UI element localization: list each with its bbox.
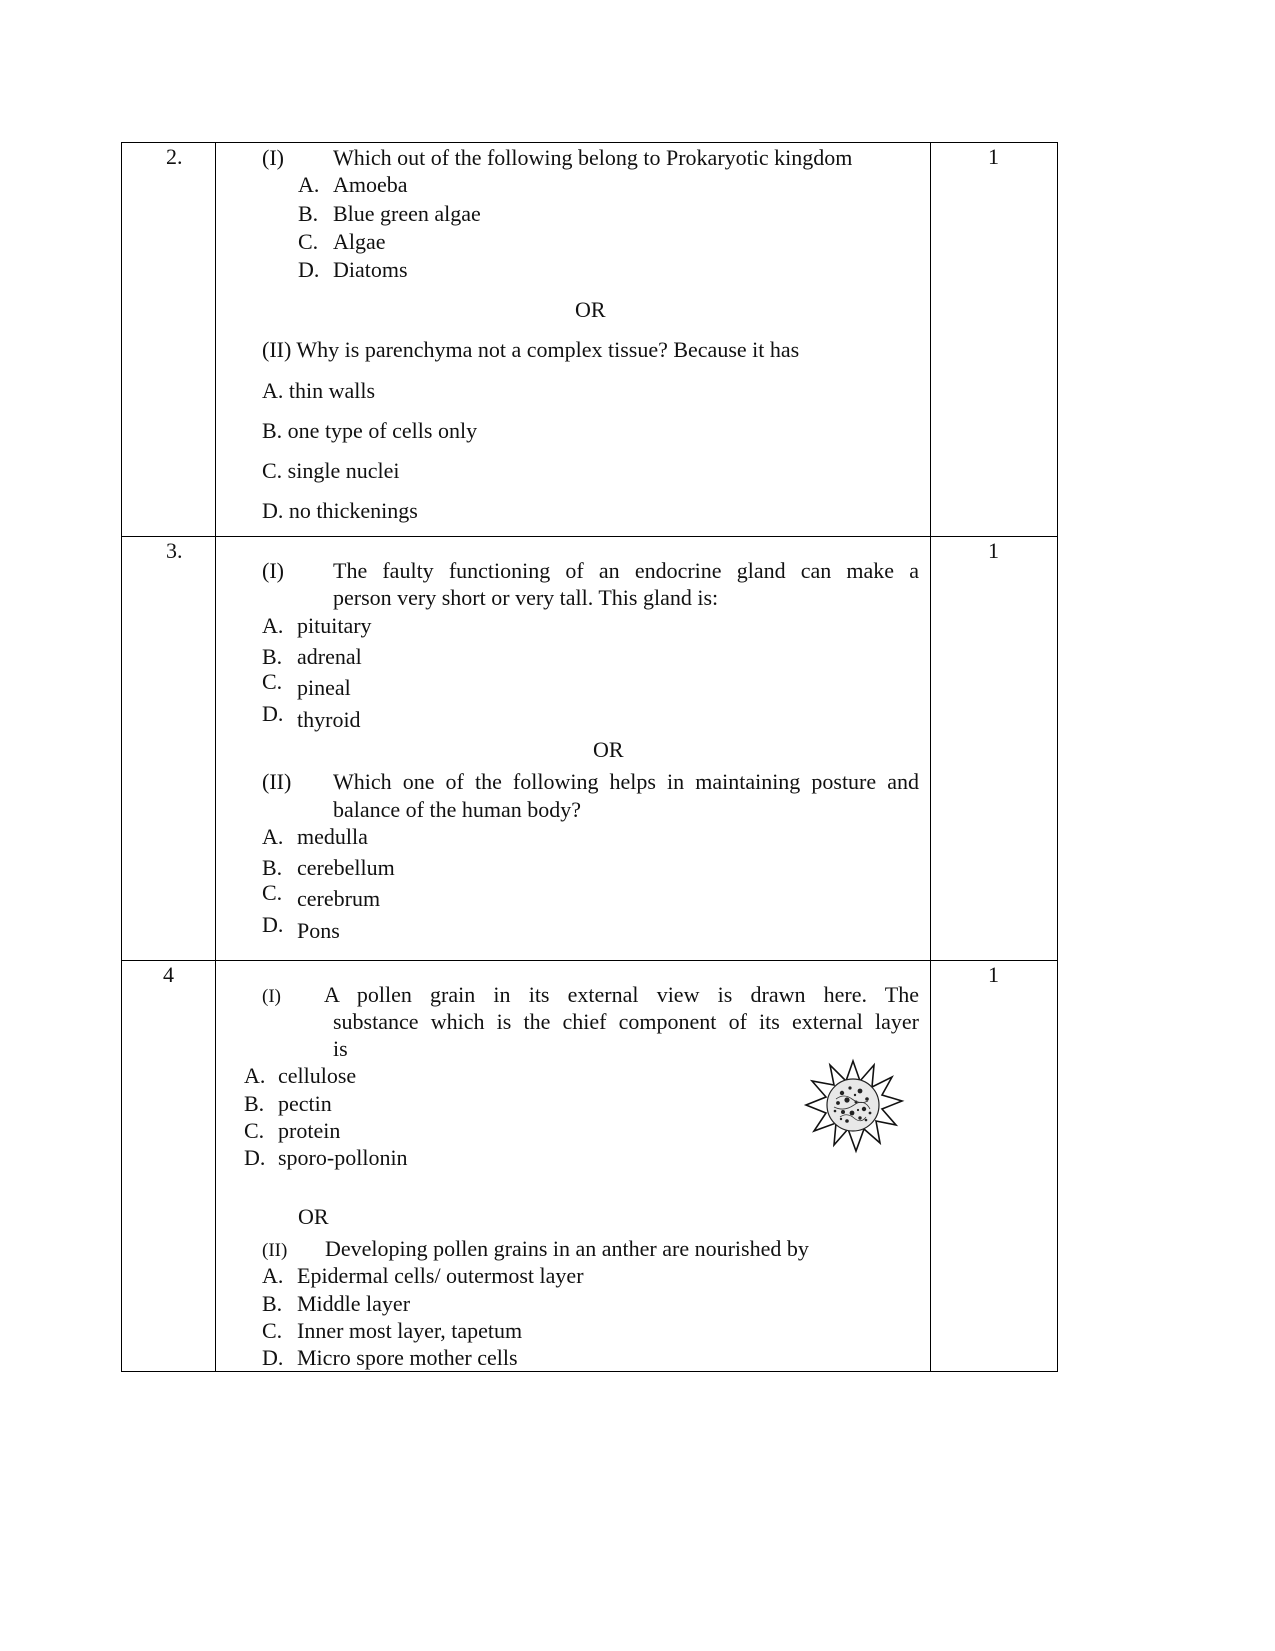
question-stem: Which out of the following belong to Prokaryotic kingdom (333, 145, 853, 170)
pollen-grain-icon (800, 1055, 906, 1155)
option-letter: D. (262, 1345, 284, 1370)
option-letter: A. (298, 172, 320, 197)
question-stem: The faulty functioning of an endocrine gland can make a (333, 558, 919, 583)
part-label: (II) (262, 769, 292, 794)
option-text: Inner most layer, tapetum (297, 1318, 523, 1343)
option-text: Micro spore mother cells (297, 1345, 518, 1370)
option-letter: C. (262, 1318, 283, 1343)
option-text: medulla (297, 824, 368, 849)
option-text: Blue green algae (333, 201, 481, 226)
option-letter: D. (262, 912, 284, 937)
table-border-right (1057, 142, 1058, 1372)
option-text: C. single nuclei (262, 458, 400, 483)
option-text: D. no thickenings (262, 498, 418, 523)
option-text: Algae (333, 229, 386, 254)
question-marks: 1 (988, 538, 999, 563)
question-stem: is (333, 1036, 348, 1061)
option-text: sporo-pollonin (278, 1145, 408, 1170)
option-letter: B. (298, 201, 319, 226)
option-letter: C. (244, 1118, 265, 1143)
option-letter: A. (262, 824, 284, 849)
option-letter: D. (298, 257, 320, 282)
option-text: protein (278, 1118, 341, 1143)
or-separator: OR (575, 297, 606, 322)
option-letter: D. (262, 701, 284, 726)
option-letter: D. (244, 1145, 266, 1170)
option-letter: B. (262, 1291, 283, 1316)
option-text: pituitary (297, 613, 372, 638)
question-stem: (II) Why is parenchyma not a complex tissue? Because it has (262, 337, 800, 362)
column-divider (930, 142, 931, 1372)
option-text: A. thin walls (262, 378, 376, 403)
question-number: 4 (163, 962, 174, 987)
option-text: Amoeba (333, 172, 408, 197)
or-separator: OR (298, 1204, 329, 1229)
option-text: pectin (278, 1091, 332, 1116)
question-number: 3. (166, 538, 183, 563)
table-border-top (121, 142, 1058, 143)
option-letter: C. (262, 669, 283, 694)
option-letter: A. (262, 613, 284, 638)
part-label: (II) (262, 1240, 288, 1261)
question-number: 2. (166, 144, 183, 169)
option-letter: A. (244, 1063, 266, 1088)
column-divider (215, 142, 216, 1372)
option-text: Diatoms (333, 257, 408, 282)
option-letter: B. (262, 644, 283, 669)
option-text: Middle layer (297, 1291, 411, 1316)
question-stem: Which one of the following helps in maintaining posture and (333, 769, 919, 794)
option-text: B. one type of cells only (262, 418, 478, 443)
option-text: cerebrum (297, 886, 381, 911)
option-text: Epidermal cells/ outermost layer (297, 1263, 584, 1288)
table-border-left (121, 142, 122, 1372)
option-letter: A. (262, 1263, 284, 1288)
question-marks: 1 (988, 962, 999, 987)
question-marks: 1 (988, 144, 999, 169)
question-stem: substance which is the chief component of its external layer (333, 1009, 919, 1034)
option-text: Pons (297, 918, 340, 943)
question-stem: Developing pollen grains in an anther are nourished by (325, 1236, 809, 1261)
option-letter: C. (262, 880, 283, 905)
row-divider (121, 960, 1058, 961)
row-divider (121, 536, 1058, 537)
option-letter: B. (262, 855, 283, 880)
question-stem: A pollen grain in its external view is drawn here. The (324, 982, 919, 1007)
option-text: adrenal (297, 644, 362, 669)
option-text: cerebellum (297, 855, 395, 880)
option-letter: B. (244, 1091, 265, 1116)
or-separator: OR (593, 737, 624, 762)
option-text: pineal (297, 675, 351, 700)
question-stem: person very short or very tall. This gland is: (333, 585, 719, 610)
part-label: (I) (262, 145, 284, 170)
option-letter: C. (298, 229, 319, 254)
option-text: cellulose (278, 1063, 357, 1088)
option-text: thyroid (297, 707, 361, 732)
part-label: (I) (262, 558, 284, 583)
part-label: (I) (262, 986, 281, 1007)
question-stem: balance of the human body? (333, 797, 582, 822)
